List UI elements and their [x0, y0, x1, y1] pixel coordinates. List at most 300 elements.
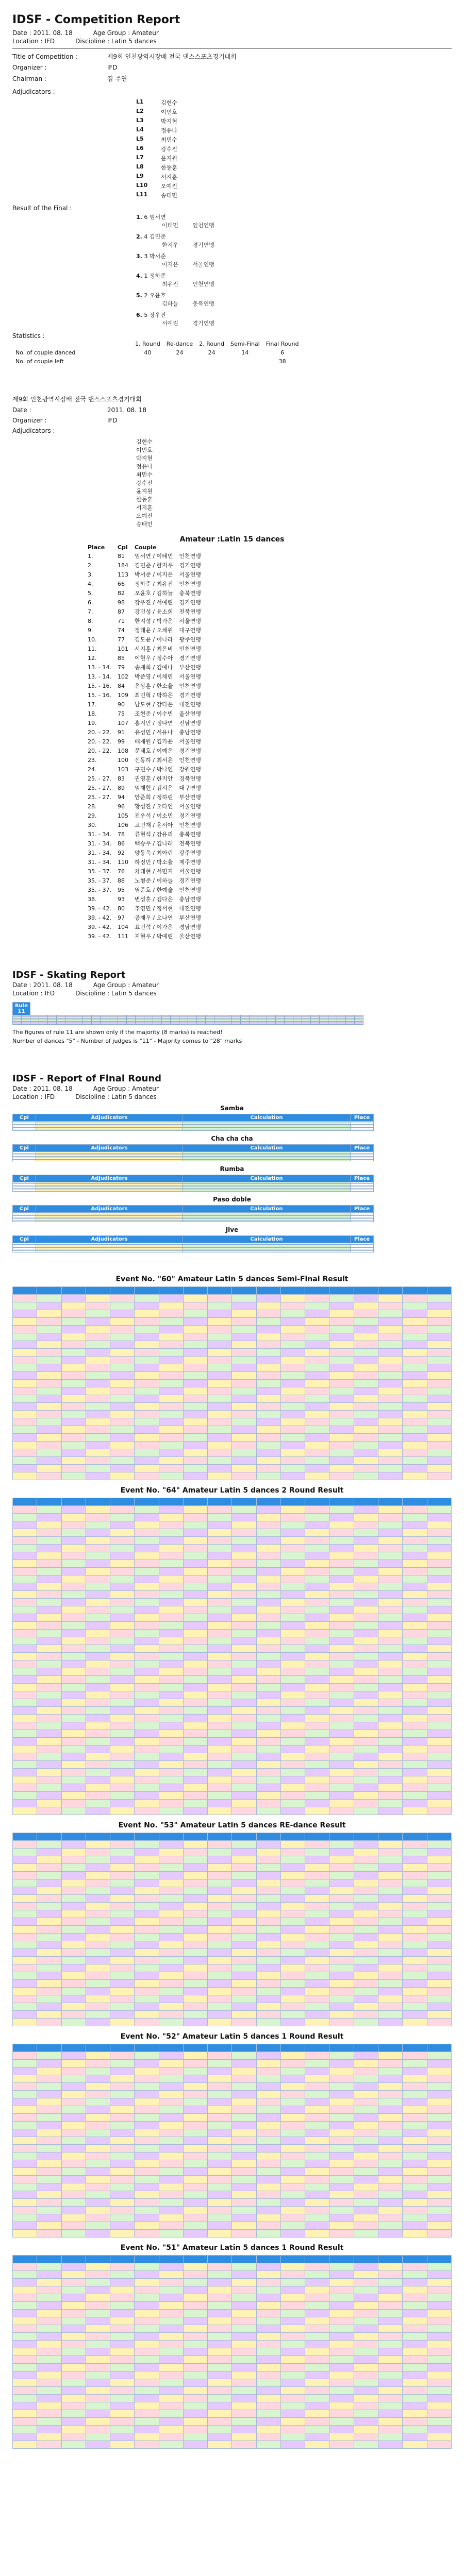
- final-dance-row: [13, 1251, 374, 1252]
- event-cell: [378, 1699, 402, 1707]
- second-organizer-label: Organizer :: [12, 417, 47, 424]
- event-cell: [110, 1730, 135, 1738]
- event-cell: [135, 1614, 159, 1622]
- event-cell: [135, 2137, 159, 2145]
- event-cell: [232, 1606, 256, 1614]
- event-cell: [159, 2083, 183, 2091]
- event-cell: [354, 1761, 378, 1769]
- event-row: [13, 1387, 452, 1395]
- event-cell: [256, 2341, 280, 2348]
- event-cell: [208, 2317, 232, 2325]
- ranking-club: 부산연맹: [179, 794, 201, 801]
- event-cell: [232, 1545, 256, 1552]
- event-cell: [329, 2114, 354, 2122]
- event-cell: [305, 2191, 329, 2199]
- final-result: [136, 232, 452, 249]
- event-cell: [135, 1660, 159, 1668]
- event-cell: [232, 2067, 256, 2075]
- event-cell: [403, 2410, 427, 2418]
- event-cell: [208, 1864, 232, 1872]
- event-cell: [159, 1872, 183, 1879]
- event-cell: [135, 2106, 159, 2114]
- event-cell: [305, 1980, 329, 1988]
- event-cell: [159, 1668, 183, 1676]
- event-cell: [135, 1745, 159, 1753]
- final-dance-cell: [183, 1190, 351, 1192]
- event-cell: [354, 1434, 378, 1442]
- event-cell: [329, 2402, 354, 2410]
- event-cell: [427, 1684, 451, 1691]
- event-cell: [183, 1568, 207, 1575]
- event-cell: [183, 2207, 207, 2214]
- event-row: [13, 1583, 452, 1591]
- second-adjudicator-names: [136, 437, 452, 528]
- event-cell: [13, 2176, 37, 2183]
- ranking-club: 충남연맹: [179, 896, 201, 903]
- event-cell: [329, 2176, 354, 2183]
- event-cell: [354, 1442, 378, 1449]
- event-cell: [37, 1622, 61, 1630]
- dance-title: Jive: [225, 1226, 239, 1233]
- ranking-row: [85, 663, 204, 672]
- event-cell: [110, 1872, 135, 1879]
- event-cell: [37, 1472, 61, 1480]
- event-cell: [427, 1776, 451, 1784]
- ranking-no: 95: [117, 886, 125, 893]
- ranking-no: 103: [117, 766, 128, 773]
- event-cell: [183, 1856, 207, 1864]
- event-cell: [403, 2379, 427, 2387]
- event-cell: [403, 1807, 427, 1815]
- event-cell: [183, 2153, 207, 2160]
- event-cell: [61, 1792, 86, 1800]
- event-cell: [159, 1411, 183, 1418]
- event-cell: [135, 2263, 159, 2271]
- event-cell: [427, 1449, 451, 1457]
- event-cell: [208, 1442, 232, 1449]
- event-cell: [232, 1506, 256, 1514]
- event-cell: [159, 2263, 183, 2271]
- event-cell: [110, 1606, 135, 1614]
- event-cell: [232, 2129, 256, 2137]
- event-cell: [86, 2333, 110, 2341]
- event-cell: [208, 2222, 232, 2230]
- event-header-cell: [427, 1833, 451, 1841]
- event-cell: [37, 1537, 61, 1545]
- ranking-name: 조현준 / 이수빈: [134, 710, 173, 717]
- event-cell: [135, 1606, 159, 1614]
- skating-row: [13, 1023, 363, 1025]
- event-cell: [378, 1599, 402, 1606]
- event-cell: [403, 2199, 427, 2207]
- event-cell: [159, 2325, 183, 2333]
- event-cell: [280, 1738, 305, 1745]
- event-cell: [208, 1395, 232, 1403]
- event-cell: [110, 1684, 135, 1691]
- event-cell: [378, 1622, 402, 1630]
- event-cell: [208, 1903, 232, 1910]
- event-cell: [159, 2426, 183, 2433]
- event-cell: [86, 1841, 110, 1849]
- event-cell: [305, 1949, 329, 1957]
- event-cell: [37, 1957, 61, 1964]
- event-cell: [329, 1630, 354, 1637]
- event-cell: [305, 1807, 329, 1815]
- event-cell: [183, 1957, 207, 1964]
- event-cell: [86, 1591, 110, 1599]
- event-cell: [427, 1357, 451, 1364]
- event-header-cell: [329, 1287, 354, 1295]
- event-header-cell: [13, 1833, 37, 1841]
- event-row: [13, 2418, 452, 2426]
- event-cell: [378, 2433, 402, 2441]
- event-cell: [183, 2371, 207, 2379]
- event-cell: [183, 1980, 207, 1988]
- event-cell: [110, 1988, 135, 1995]
- event-cell: [256, 1988, 280, 1995]
- event-title: Event No. "52" Amateur Latin 5 dances 1 Round Result: [120, 2032, 344, 2041]
- event-cell: [427, 1364, 451, 1372]
- event-cell: [37, 2083, 61, 2091]
- ranking-row: [85, 561, 204, 570]
- event-table: [12, 1498, 452, 1815]
- event-cell: [280, 1841, 305, 1849]
- event-cell: [110, 2395, 135, 2402]
- event-cell: [159, 1560, 183, 1568]
- ranking-no: 87: [117, 608, 125, 615]
- event-cell: [183, 1745, 207, 1753]
- event-cell: [256, 1668, 280, 1676]
- event-cell: [378, 2083, 402, 2091]
- event-cell: [256, 1800, 280, 1807]
- ranking-row: [85, 727, 204, 737]
- event-cell: [86, 2402, 110, 2410]
- event-cell: [305, 1606, 329, 1614]
- event-cell: [183, 1614, 207, 1622]
- event-cell: [232, 2137, 256, 2145]
- event-cell: [256, 1380, 280, 1387]
- event-row: [13, 1980, 452, 1988]
- event-cell: [208, 2098, 232, 2106]
- location-value: IFD: [44, 38, 55, 45]
- event-cell: [256, 1395, 280, 1403]
- event-cell: [159, 1506, 183, 1514]
- skating-cell: [232, 1023, 241, 1025]
- event-cell: [427, 2302, 451, 2310]
- event-cell: [86, 1614, 110, 1622]
- event-cell: [232, 1980, 256, 1988]
- event-cell: [110, 1426, 135, 1434]
- event-cell: [280, 2402, 305, 2410]
- event-cell: [183, 1684, 207, 1691]
- ranking-row: [85, 765, 204, 774]
- event-cell: [403, 1599, 427, 1606]
- event-cell: [354, 1552, 378, 1560]
- ranking-club: 서울연맹: [179, 868, 201, 875]
- event-cell: [37, 2137, 61, 2145]
- event-cell: [13, 2441, 37, 2449]
- event-cell: [159, 1449, 183, 1457]
- final-dance-table: [12, 1205, 374, 1222]
- event-cell: [329, 1349, 354, 1357]
- event-cell: [110, 1583, 135, 1591]
- event-cell: [13, 2106, 37, 2114]
- event-cell: [427, 2122, 451, 2129]
- event-cell: [329, 2418, 354, 2426]
- event-cell: [232, 1926, 256, 1934]
- event-cell: [305, 1872, 329, 1879]
- event-cell: [232, 1691, 256, 1699]
- event-row: [13, 1941, 452, 1949]
- ranking-row: [85, 672, 204, 681]
- event-row: [13, 1333, 452, 1341]
- event-cell: [208, 1653, 232, 1660]
- event-cell: [61, 2011, 86, 2019]
- event-row: [13, 2183, 452, 2191]
- event-cell: [159, 1568, 183, 1575]
- event-cell: [354, 1653, 378, 1660]
- event-cell: [427, 1676, 451, 1684]
- event-cell: [280, 2230, 305, 2238]
- ranking-club: 전북연맹: [179, 840, 201, 847]
- event-cell: [110, 1591, 135, 1599]
- event-cell: [232, 1591, 256, 1599]
- event-cell: [61, 1910, 86, 1918]
- event-row: [13, 1449, 452, 1457]
- event-cell: [280, 2075, 305, 2083]
- event-cell: [427, 2183, 451, 2191]
- event-row: [13, 1872, 452, 1879]
- event-cell: [135, 2325, 159, 2333]
- event-row: [13, 1426, 452, 1434]
- ranking-name: 정하준 / 최유진: [134, 581, 173, 587]
- event-cell: [183, 2402, 207, 2410]
- final-date: 2011. 08. 18: [33, 1085, 73, 1092]
- event-cell: [305, 2153, 329, 2160]
- ranking-club: 충북연맹: [179, 831, 201, 838]
- event-header-cell: [427, 2044, 451, 2052]
- event-cell: [378, 2348, 402, 2356]
- event-row: [13, 2191, 452, 2199]
- event-cell: [61, 1972, 86, 1980]
- event-cell: [61, 2379, 86, 2387]
- ranking-row: [85, 867, 204, 876]
- event-cell: [305, 1506, 329, 1514]
- event-cell: [37, 2379, 61, 2387]
- event-row: [13, 2083, 452, 2091]
- event-cell: [305, 1552, 329, 1560]
- event-cell: [256, 1568, 280, 1575]
- ranking-name: 유성민 / 서유나: [134, 729, 173, 736]
- event-cell: [232, 1715, 256, 1722]
- event-cell: [403, 1457, 427, 1465]
- event-cell: [13, 1653, 37, 1660]
- event-cell: [37, 2122, 61, 2129]
- event-cell: [13, 2075, 37, 2083]
- event-cell: [61, 2067, 86, 2075]
- event-cell: [354, 2387, 378, 2395]
- event-cell: [135, 2333, 159, 2341]
- event-cell: [208, 2191, 232, 2199]
- event-cell: [13, 2191, 37, 2199]
- event-cell: [329, 1653, 354, 1660]
- ranking-no: 79: [117, 664, 125, 671]
- event-cell: [110, 1395, 135, 1403]
- event-cell: [110, 1856, 135, 1864]
- event-row: [13, 1372, 452, 1380]
- event-cell: [280, 1941, 305, 1949]
- event-cell: [354, 1465, 378, 1472]
- event-cell: [403, 1864, 427, 1872]
- event-cell: [427, 1418, 451, 1426]
- event-cell: [256, 1784, 280, 1792]
- event-cell: [86, 1545, 110, 1552]
- event-cell: [403, 1934, 427, 1941]
- event-cell: [110, 1660, 135, 1668]
- event-cell: [280, 1575, 305, 1583]
- event-cell: [427, 1769, 451, 1776]
- event-cell: [280, 1521, 305, 1529]
- event-cell: [37, 1568, 61, 1575]
- event-cell: [256, 2060, 280, 2067]
- event-cell: [183, 1738, 207, 1745]
- event-cell: [86, 1537, 110, 1545]
- event-cell: [232, 1349, 256, 1357]
- event-cell: [403, 1552, 427, 1560]
- event-cell: [232, 1411, 256, 1418]
- event-cell: [427, 2364, 451, 2371]
- event-cell: [305, 1856, 329, 1864]
- event-cell: [256, 2302, 280, 2310]
- section-title: Amateur :Latin 15 dances: [179, 535, 285, 544]
- event-cell: [37, 2160, 61, 2168]
- final-dance-header: [13, 1236, 374, 1243]
- event-cell: [329, 1537, 354, 1545]
- ranking-name: 장우진 / 서예린: [134, 599, 173, 606]
- event-row: [13, 1879, 452, 1887]
- event-cell: [280, 1887, 305, 1895]
- event-cell: [208, 1887, 232, 1895]
- event-cell: [86, 1341, 110, 1349]
- event-cell: [354, 1341, 378, 1349]
- event-cell: [110, 1506, 135, 1514]
- event-cell: [329, 1387, 354, 1395]
- event-cell: [354, 1887, 378, 1895]
- ranking-name: 황성진 / 오다인: [134, 803, 173, 810]
- event-cell: [110, 1895, 135, 1903]
- event-cell: [61, 1841, 86, 1849]
- event-cell: [37, 1457, 61, 1465]
- event-row: [13, 2286, 452, 2294]
- stats-header: 2. Round: [199, 341, 224, 347]
- event-cell: [329, 2160, 354, 2168]
- divider: [12, 48, 452, 49]
- event-cell: [135, 1995, 159, 2003]
- event-cell: [427, 1949, 451, 1957]
- event-cell: [256, 1707, 280, 1715]
- event-cell: [86, 2325, 110, 2333]
- adjudicator-code: L3: [136, 117, 144, 124]
- event-cell: [305, 1903, 329, 1910]
- event-cell: [403, 2387, 427, 2395]
- skating-cell: [241, 1023, 250, 1025]
- event-cell: [403, 2153, 427, 2160]
- event-cell: [280, 2052, 305, 2060]
- event-cell: [427, 1903, 451, 1910]
- event-cell: [427, 2426, 451, 2433]
- event-cell: [305, 1653, 329, 1660]
- event-cell: [159, 1372, 183, 1380]
- event-cell: [37, 2222, 61, 2230]
- event-cell: [256, 2052, 280, 2060]
- event-cell: [403, 2341, 427, 2348]
- event-cell: [378, 2106, 402, 2114]
- event-cell: [135, 1395, 159, 1403]
- event-cell: [232, 2098, 256, 2106]
- event-cell: [61, 1418, 86, 1426]
- event-cell: [354, 1745, 378, 1753]
- event-cell: [256, 2091, 280, 2098]
- event-cell: [159, 2286, 183, 2294]
- event-cell: [135, 1326, 159, 1333]
- event-cell: [208, 1776, 232, 1784]
- event-cell: [378, 1660, 402, 1668]
- event-cell: [427, 2060, 451, 2067]
- event-cell: [183, 1472, 207, 1480]
- event-cell: [305, 1310, 329, 1318]
- event-cell: [378, 1807, 402, 1815]
- event-cell: [13, 1707, 37, 1715]
- event-cell: [256, 1807, 280, 1815]
- event-cell: [232, 2433, 256, 2441]
- event-cell: [183, 2191, 207, 2199]
- event-cell: [135, 1800, 159, 1807]
- event-cell: [427, 2379, 451, 2387]
- final-couple-b-club: [162, 260, 452, 268]
- event-cell: [61, 1591, 86, 1599]
- event-cell: [378, 1372, 402, 1380]
- ranking-header: Couple: [134, 544, 157, 551]
- event-cell: [427, 1387, 451, 1395]
- event-cell: [427, 1957, 451, 1964]
- event-cell: [159, 1887, 183, 1895]
- event-cell: [280, 1583, 305, 1591]
- event-cell: [86, 1910, 110, 1918]
- event-cell: [37, 1521, 61, 1529]
- event-cell: [378, 1630, 402, 1637]
- event-cell: [37, 2145, 61, 2153]
- event-cell: [305, 2333, 329, 2341]
- event-row: [13, 2075, 452, 2083]
- event-cell: [256, 1364, 280, 1372]
- event-row: [13, 2302, 452, 2310]
- event-cell: [110, 1333, 135, 1341]
- event-cell: [280, 2153, 305, 2160]
- event-cell: [256, 1606, 280, 1614]
- event-cell: [256, 1614, 280, 1622]
- event-cell: [427, 1872, 451, 1879]
- ranking-name: 표민석 / 이가은: [134, 924, 173, 930]
- event-cell: [183, 1691, 207, 1699]
- event-cell: [427, 1941, 451, 1949]
- event-header-cell: [110, 1833, 135, 1841]
- event-cell: [37, 1776, 61, 1784]
- event-cell: [61, 1622, 86, 1630]
- event-cell: [135, 1465, 159, 1472]
- event-cell: [159, 1302, 183, 1310]
- final-couple-b-club: [162, 280, 452, 288]
- event-cell: [427, 1349, 451, 1357]
